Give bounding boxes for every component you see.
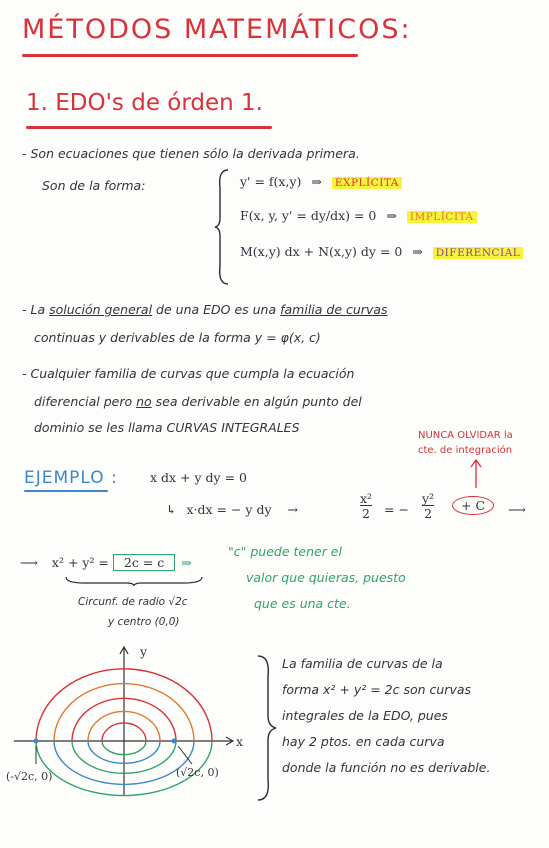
form-explicit-eq: y' = f(x,y) (240, 174, 302, 189)
circle-note2: y centro (0,0) (108, 616, 180, 628)
eq2-equals: = − (384, 502, 409, 517)
form-explicit (240, 174, 402, 189)
general-solution-line1 (22, 302, 388, 317)
circle-note1: Circunf. de radio √2c (78, 596, 188, 608)
differential-label: DIFERENCIAL (433, 247, 524, 259)
example-eq1: x dx + y dy = 0 (150, 470, 247, 485)
title-underline (22, 54, 358, 57)
underbrace (64, 575, 204, 587)
form-differential (240, 244, 523, 259)
page-title: MÉTODOS MATEMÁTICOS: (22, 14, 412, 45)
example-underline (24, 490, 108, 492)
eq2-tail-arrow: ⟶ (508, 502, 526, 517)
explicit-label: EXPLÍCITA (332, 177, 402, 189)
section-underline (26, 126, 272, 129)
example-label: EJEMPLO : (24, 468, 118, 488)
note-line1: NUNCA OLVIDAR la (418, 430, 513, 441)
y-axis-label: y (140, 644, 148, 659)
integral-line2 (34, 394, 362, 409)
integral-no: no (136, 394, 152, 409)
form-implicit-eq: F(x, y, y' = dy/dx) = 0 (240, 208, 377, 223)
implies-icon: ⇒ (181, 555, 192, 570)
form-differential-eq: M(x,y) dx + N(x,y) dy = 0 (240, 244, 403, 259)
form-implicit (240, 208, 477, 223)
conclusion-line4: hay 2 ptos. en cada curva (282, 734, 445, 749)
circled-constant: + C (452, 496, 494, 515)
frac-x-den: 2 (360, 505, 372, 520)
right-arrow-icon: → (287, 502, 298, 517)
up-arrow-icon (470, 458, 482, 490)
forms-brace (214, 168, 230, 286)
hook-arrow-icon: ↳ (166, 502, 177, 517)
quote-line3: que es una cte. (254, 596, 351, 611)
example-eq3 (20, 555, 192, 570)
frac-y-num: y² (422, 491, 435, 506)
arrow-icon: ⇒ (311, 174, 322, 189)
eq2-body: x·dx = − y dy (186, 502, 272, 517)
intro-line2: Son de la forma: (42, 178, 146, 193)
general-solution-line2: continuas y derivables de la forma y = φ(x, c) (34, 330, 321, 345)
conclusion-line5: donde la función no es derivable. (282, 760, 491, 775)
implicit-label: IMPLÍCITA (407, 211, 477, 223)
gs-underlined-a: solución general (49, 302, 153, 317)
intro-line1: - Son ecuaciones que tienen sólo la derivada primera. (22, 146, 360, 161)
gs-text-a: - La (22, 302, 46, 317)
right-point-marker (172, 739, 177, 744)
note-line2: cte. de integración (418, 445, 513, 456)
conclusion-line3: integrales de la EDO, pues (282, 708, 448, 723)
conclusion-line1: La familia de curvas de la (282, 656, 443, 671)
quote-line2: valor que quieras, puesto (246, 570, 406, 585)
quote-line1: "c" puede tener el (228, 544, 342, 559)
frac-x (360, 492, 372, 520)
frac-x-num: x² (360, 491, 373, 506)
integral-line1: - Cualquier familia de curvas que cumpla la ecuación (22, 366, 355, 381)
integral-text-a: diferencial pero (34, 394, 133, 409)
example-eq2 (166, 502, 310, 517)
arrow-icon: ⇒ (412, 244, 423, 259)
gs-underlined-b: familia de curvas (280, 302, 388, 317)
gs-text-b: de una EDO es una (156, 302, 277, 317)
conclusion-line2: forma x² + y² = 2c son curvas (282, 682, 472, 697)
boxed-constant: 2c = c (113, 554, 175, 571)
right-point-label: (√2c, 0) (176, 766, 219, 779)
left-point-label: (-√2c, 0) (6, 770, 53, 783)
integration-constant (452, 498, 494, 513)
integral-text-b: sea derivable en algún punto del (155, 394, 362, 409)
frac-y-den: 2 (422, 505, 434, 520)
long-arrow-icon: ⟶ (20, 555, 38, 570)
section-title: 1. EDO's de órden 1. (26, 90, 263, 116)
x-axis-label: x (236, 734, 244, 749)
eq3-body: x² + y² = (51, 555, 109, 570)
frac-y (422, 492, 434, 520)
conclusion-brace (256, 654, 278, 802)
integral-line3: dominio se les llama CURVAS INTEGRALES (34, 420, 300, 435)
left-point-marker (34, 739, 39, 744)
arrow-icon: ⇒ (386, 208, 397, 223)
